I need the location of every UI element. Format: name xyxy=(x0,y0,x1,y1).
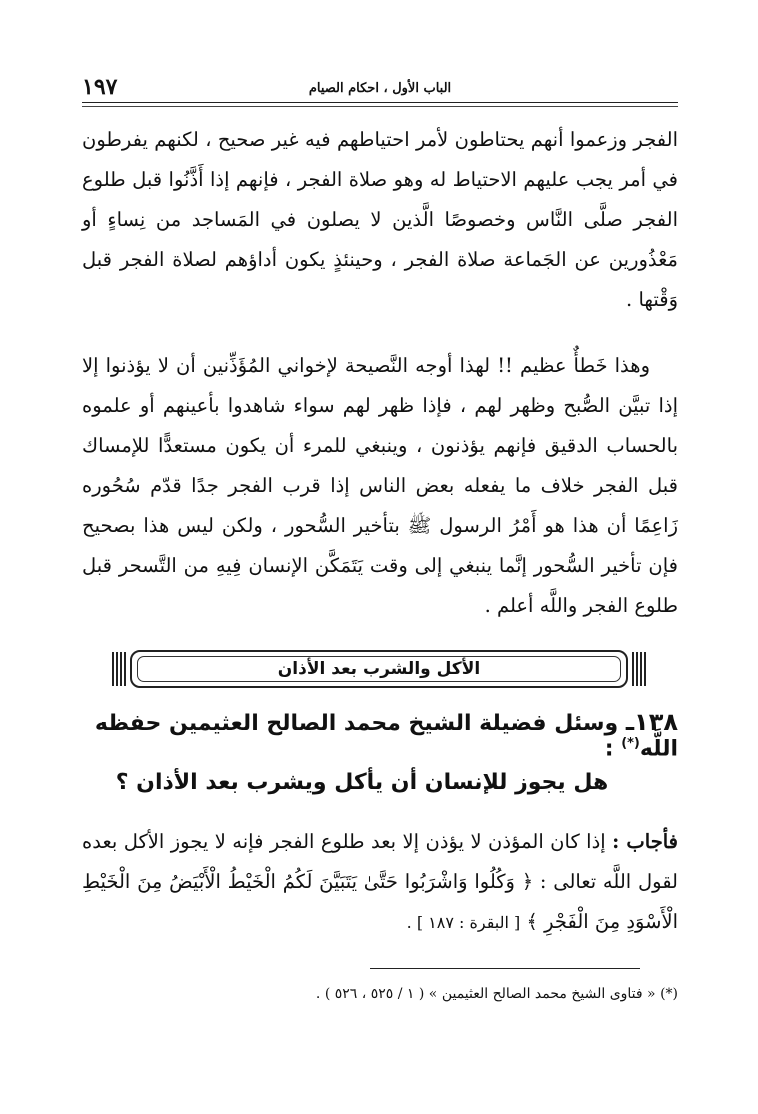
question-number: ١٣٨ـ xyxy=(625,708,678,736)
paragraph-text: الفجر وزعموا أنهم يحتاطون لأمر احتياطهم فيه غير صحيح ، لكنهم يفرطون في أمر يجب عليهم الاحتياط له وهو صلاة الفجر ، فإنهم إذا أَذَّنُوا قبل طلوع الفجر صلَّى النَّاس وخصوصًا الَّذين لا يصلون في المَساجد من نِساءٍ أو مَعْذُورين عن الجَماعة صلاة الفجر ، وحينئذٍ يكون أداؤهم لصلاة الفجر قبل وَقْتها . xyxy=(82,128,678,311)
answer-label: فأجاب : xyxy=(612,830,679,853)
body-paragraph-2 xyxy=(82,346,678,626)
header-rule-thin xyxy=(82,106,678,107)
question-colon: : xyxy=(604,736,614,762)
answer-text: إذا كان المؤذن لا يؤذن إلا بعد طلوع الفجر فإنه لا يجوز الأكل بعده لقول اللَّه تعالى : xyxy=(82,830,678,893)
header-rule xyxy=(82,102,678,103)
footnote: (*) « فتاوى الشيخ محمد الصالح العثيمين » ( ١ / ٥٢٥ ، ٥٢٦ ) . xyxy=(315,986,678,1002)
answer-paragraph xyxy=(82,822,678,943)
section-banner xyxy=(112,650,646,688)
page-header xyxy=(82,74,678,104)
quran-verse: ﴿ وَكُلُوا وَاشْرَبُوا حَتَّىٰ يَتَبَيَّنَ لَكُمُ الْخَيْطُ الْأَبْيَضُ مِنَ الْخَيْطِ الْأَسْوَدِ مِنَ الْفَجْرِ ﴾ xyxy=(82,870,678,933)
footnote-marker: (*) xyxy=(621,736,640,751)
running-title: الباب الأول ، احكام الصيام xyxy=(308,81,452,96)
page-number: ١٩٧ xyxy=(82,74,118,100)
question-text: هل يجوز للإنسان أن يأكل ويشرب بعد الأذان ؟ xyxy=(115,770,609,795)
section-title: الأكل والشرب بعد الأذان xyxy=(277,659,481,679)
banner-ornament-right xyxy=(632,652,646,686)
paragraph-text: وهذا خَطأٌ عظيم !! لهذا أوجه النَّصيحة لإخواني المُؤَذِّنين أن لا يؤذنوا إلا إذا تبيَّن الصُّبح وظهر لهم ، فإذا ظهر لهم سواء شاهدوا بأعينهم أو علموه بالحساب الدقيق فإنهم يؤذنون ، وينبغي للمرء أن يكون مستعدًّا للإمساك قبل الفجر خلاف ما يفعله بعض الناس إذا قرب الفجر جدًا قدّم سُحُوره زَاعِمًا أن هذا هو أَمْرُ الرسول ﷺ بتأخير السُّحور ، ولكن ليس هذا بصحيح فإن تأخير السُّحور إنَّما ينبغي إلى وقت يَتَمَكَّن الإنسان فِيهِ من التَّسحر قبل طلوع الفجر واللَّه أعلم . xyxy=(82,354,678,617)
banner-ornament-left xyxy=(112,652,126,686)
banner-inner xyxy=(137,656,621,682)
footnote-rule xyxy=(370,968,640,969)
question-intro: وسئل فضيلة الشيخ محمد الصالح العثيمين حفظه اللَّه xyxy=(94,711,678,762)
body-paragraph-1 xyxy=(82,120,678,320)
question-heading xyxy=(82,708,678,761)
verse-reference: [ البقرة : ١٨٧ ] . xyxy=(406,913,521,932)
banner-frame xyxy=(130,650,628,688)
